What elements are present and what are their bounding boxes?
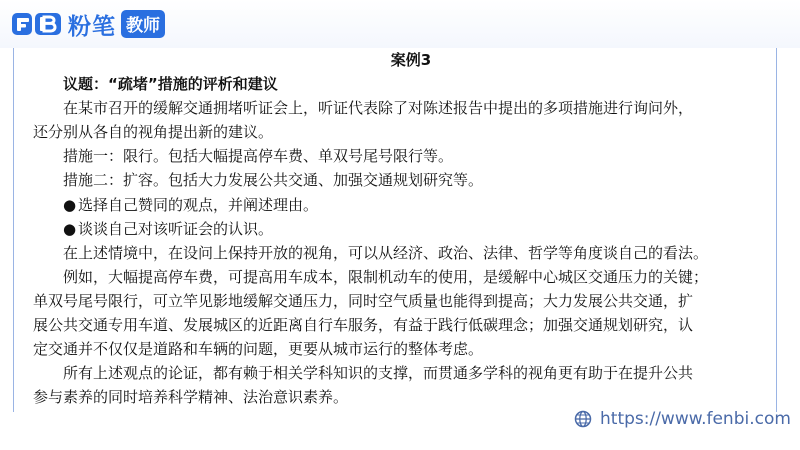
globe-icon — [574, 410, 592, 428]
bullet-item — [33, 217, 773, 241]
bullet-dot-icon: ● — [63, 195, 77, 214]
fenbi-logo-icon — [10, 9, 66, 39]
paragraph-line: 在上述情境中，在设问上保持开放的视角，可以从经济、政治、法律、哲学等角度谈自己的看法。 — [63, 243, 709, 262]
footer-url-bar — [574, 407, 791, 431]
paragraph-line: 参与素养的同时培养科学精神、法治意识素养。 — [33, 388, 349, 407]
footer-url-link[interactable]: https://www.fenbi.com — [600, 409, 791, 429]
brand-logo — [10, 8, 165, 40]
bullet-text: 选择自己赞同的观点，并阐述理由。 — [78, 195, 319, 214]
paragraph-line: 在某市召开的缓解交通拥堵听证会上，听证代表除了对陈述报告中提出的多项措施进行询问外， — [63, 99, 694, 118]
bullet-item — [33, 193, 773, 217]
brand-name: 粉笔 — [68, 13, 116, 40]
document-body — [33, 48, 773, 409]
paragraph-line: 还分别从各自的视角提出新的建议。 — [33, 123, 274, 142]
paragraph-line: 展公共交通专用车道、发展城区的近距离自行车服务，有益于践行低碳理念；加强交通规划研究，认 — [33, 316, 694, 335]
paragraph-line: 措施一：限行。包括大幅提高停车费、单双号尾号限行等。 — [63, 147, 454, 166]
bullet-text: 谈谈自己对该听证会的认识。 — [78, 219, 274, 238]
bullet-dot-icon: ● — [63, 219, 77, 238]
paragraph-line: 所有上述观点的论证，都有赖于相关学科知识的支撑，而贯通多学科的视角更有助于在提升公共 — [63, 364, 694, 383]
paragraph-line: 定交通并不仅仅是道路和车辆的问题，更要从城市运行的整体考虑。 — [33, 340, 484, 359]
case-title: 案例3 — [390, 51, 432, 69]
paragraph-line: 措施二：扩容。包括大力发展公共交通、加强交通规划研究等。 — [63, 171, 484, 190]
paragraph-line: 例如，大幅提高停车费，可提高用车成本，限制机动车的使用，是缓解中心城区交通压力的关键； — [63, 267, 709, 286]
topic-heading: 议题：“疏堵”措施的评析和建议 — [63, 75, 278, 94]
brand-badge: 教师 — [121, 10, 165, 38]
paragraph-line: 单双号尾号限行，可立竿见影地缓解交通压力，同时空气质量也能得到提高；大力发展公共交通，扩 — [33, 291, 694, 310]
